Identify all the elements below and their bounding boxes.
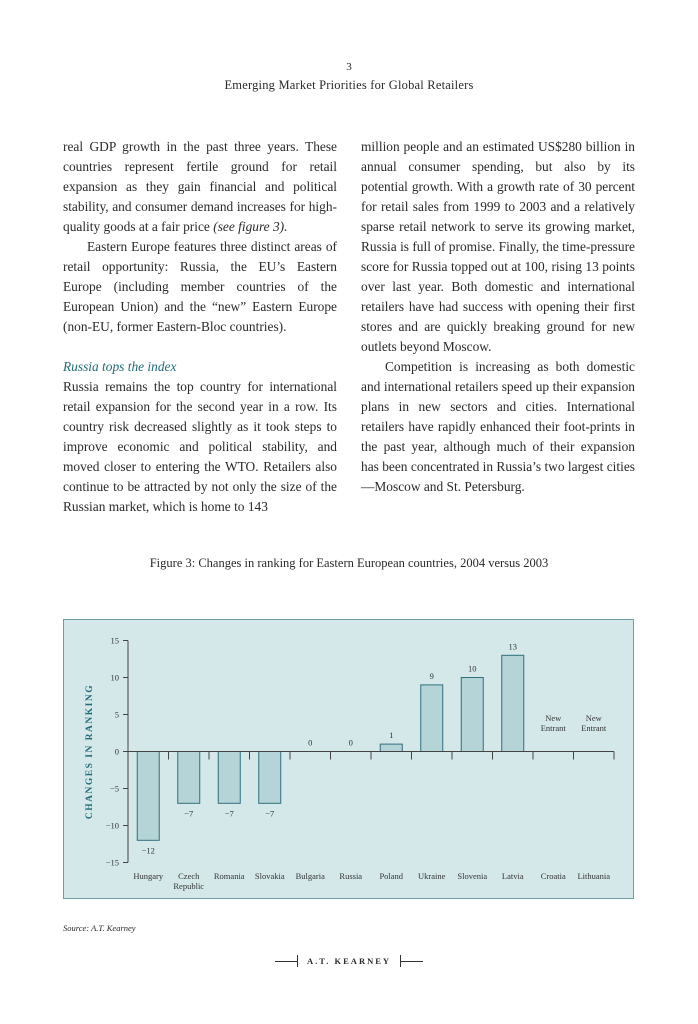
footer xyxy=(0,954,698,968)
bar-chart xyxy=(64,620,633,898)
x-category-label-line: Russia xyxy=(339,871,363,881)
bar xyxy=(461,678,483,752)
x-category-label xyxy=(214,871,245,881)
data-label-line: 10 xyxy=(468,663,477,674)
x-category-label-line: Republic xyxy=(173,881,205,891)
y-tick-label: −5 xyxy=(109,783,119,794)
data-label-line: 0 xyxy=(308,737,313,748)
footer-rule-left xyxy=(275,961,297,962)
bar xyxy=(502,655,524,751)
y-tick-label: 15 xyxy=(110,635,119,646)
y-axis-title: CHANGES IN RANKING xyxy=(85,683,95,820)
x-category-label xyxy=(541,871,566,881)
x-category-label xyxy=(339,871,362,881)
right-paragraph-2: Competition is increasing as both domestic and international retailers speed up their expansion plans in new sectors and cities. International retailers have rapidly enhanced their foot-prints in the past year, although much of their expansion has been concentrated in Russia’s two largest cities—Moscow and St. Petersburg. xyxy=(361,359,635,494)
data-label xyxy=(225,808,234,818)
data-label xyxy=(468,664,477,674)
x-category-label xyxy=(379,871,403,881)
right-paragraph-1: million people and an estimated US$280 billion in annual consumer spending, but also by its potential growth. With a growth rate of 30 percent for retail sales from 1999 to 2003 and a relatively sparse retail network to serve its growing market, Russia is full of promise. Finally, the time-pressure score for Russia topped out at 100, rising 13 points over last year. Both domestic and international retailers have had success with opening their first stores and are quickly breaking ground for new outlets beyond Moscow. xyxy=(361,139,635,354)
data-label xyxy=(541,713,567,733)
source-note: Source: A.T. Kearney xyxy=(63,923,136,933)
x-category-label xyxy=(133,871,163,881)
footer-rule-right xyxy=(400,961,423,962)
data-label-line: 9 xyxy=(429,670,434,681)
data-label xyxy=(581,713,607,733)
data-label-line: New xyxy=(545,712,562,723)
bar xyxy=(380,744,402,751)
bar xyxy=(178,752,200,804)
footer-brand: A.T. KEARNEY xyxy=(306,956,392,966)
data-label-line: 1 xyxy=(389,730,394,741)
y-tick-label: 5 xyxy=(114,709,119,720)
x-category-label-line: Hungary xyxy=(133,871,164,881)
x-category-label-line: Bulgaria xyxy=(295,871,325,881)
x-category-label xyxy=(418,871,446,881)
footer-tick-left xyxy=(297,955,298,967)
left-paragraph-1-text: real GDP growth in the past three years. These countries represent fertile ground for retail expansion as they gain financial and political stability, and consumer demand increases for high-quality goods at a fair price xyxy=(63,139,337,234)
data-label-line: −7 xyxy=(265,808,275,819)
y-tick-label: −15 xyxy=(105,857,119,868)
data-label xyxy=(184,808,193,818)
data-label-line: −12 xyxy=(141,845,155,856)
data-label-line: −7 xyxy=(184,808,194,819)
x-category-label-line: Czech xyxy=(178,871,200,881)
running-title: Emerging Market Priorities for Global Retailers xyxy=(224,78,474,92)
x-category-label xyxy=(296,871,325,881)
x-category-label xyxy=(577,871,610,881)
x-category-label-line: Slovakia xyxy=(254,871,285,881)
data-label-line: 13 xyxy=(508,641,517,652)
x-category-label xyxy=(502,871,524,881)
data-label xyxy=(265,808,274,818)
bar xyxy=(137,752,159,841)
x-category-label xyxy=(457,871,487,881)
data-label xyxy=(142,845,155,855)
figure-caption: Figure 3: Changes in ranking for Eastern European countries, 2004 versus 2003 xyxy=(149,556,549,570)
data-label-line: Entrant xyxy=(540,722,566,733)
y-tick-label: 0 xyxy=(114,746,119,757)
data-label xyxy=(308,738,312,748)
x-category-label-line: Ukraine xyxy=(418,871,446,881)
right-column xyxy=(361,137,635,497)
bar xyxy=(259,752,281,804)
x-category-label-line: Poland xyxy=(379,871,404,881)
bar xyxy=(421,685,443,752)
data-label-line: −7 xyxy=(224,808,234,819)
data-label xyxy=(389,730,393,740)
left-paragraph-3: Russia remains the top country for international retail expansion for the second year in a row. Its country risk decreased slightly as it took steps to improve economic and political stability, and moved closer to entering the WTO. Retailers also continue to be attracted by not only the size of the Russian market, which is home to 143 xyxy=(63,379,337,514)
x-category-label-line: Latvia xyxy=(501,871,524,881)
y-tick-label: 10 xyxy=(110,672,119,683)
left-paragraph-1 xyxy=(63,137,337,237)
x-category-label-line: Lithuania xyxy=(577,871,611,881)
y-tick-label: −10 xyxy=(105,820,119,831)
x-category-label xyxy=(173,871,204,891)
x-category-label xyxy=(255,871,285,881)
x-category-label-line: Croatia xyxy=(540,871,566,881)
bar xyxy=(218,752,240,804)
x-category-label-line: Slovenia xyxy=(457,871,488,881)
left-paragraph-2: Eastern Europe features three distinct areas of retail opportunity: Russia, the EU’s Eastern Europe (including member countries of the European Union) and the “new” Eastern Europe (non-EU, former Eastern-Bloc countries). xyxy=(63,239,337,334)
data-label-line: 0 xyxy=(348,737,353,748)
data-label-line: New xyxy=(585,712,602,723)
data-label xyxy=(430,671,434,681)
section-subhead: Russia tops the index xyxy=(63,359,177,374)
data-label xyxy=(509,641,518,651)
x-category-label-line: Romania xyxy=(213,871,245,881)
left-column xyxy=(63,137,337,517)
data-label-line: Entrant xyxy=(581,722,607,733)
page-number: 3 xyxy=(346,61,352,73)
figure-reference: (see figure 3). xyxy=(213,219,288,234)
data-label xyxy=(349,738,353,748)
chart-panel xyxy=(63,619,634,899)
